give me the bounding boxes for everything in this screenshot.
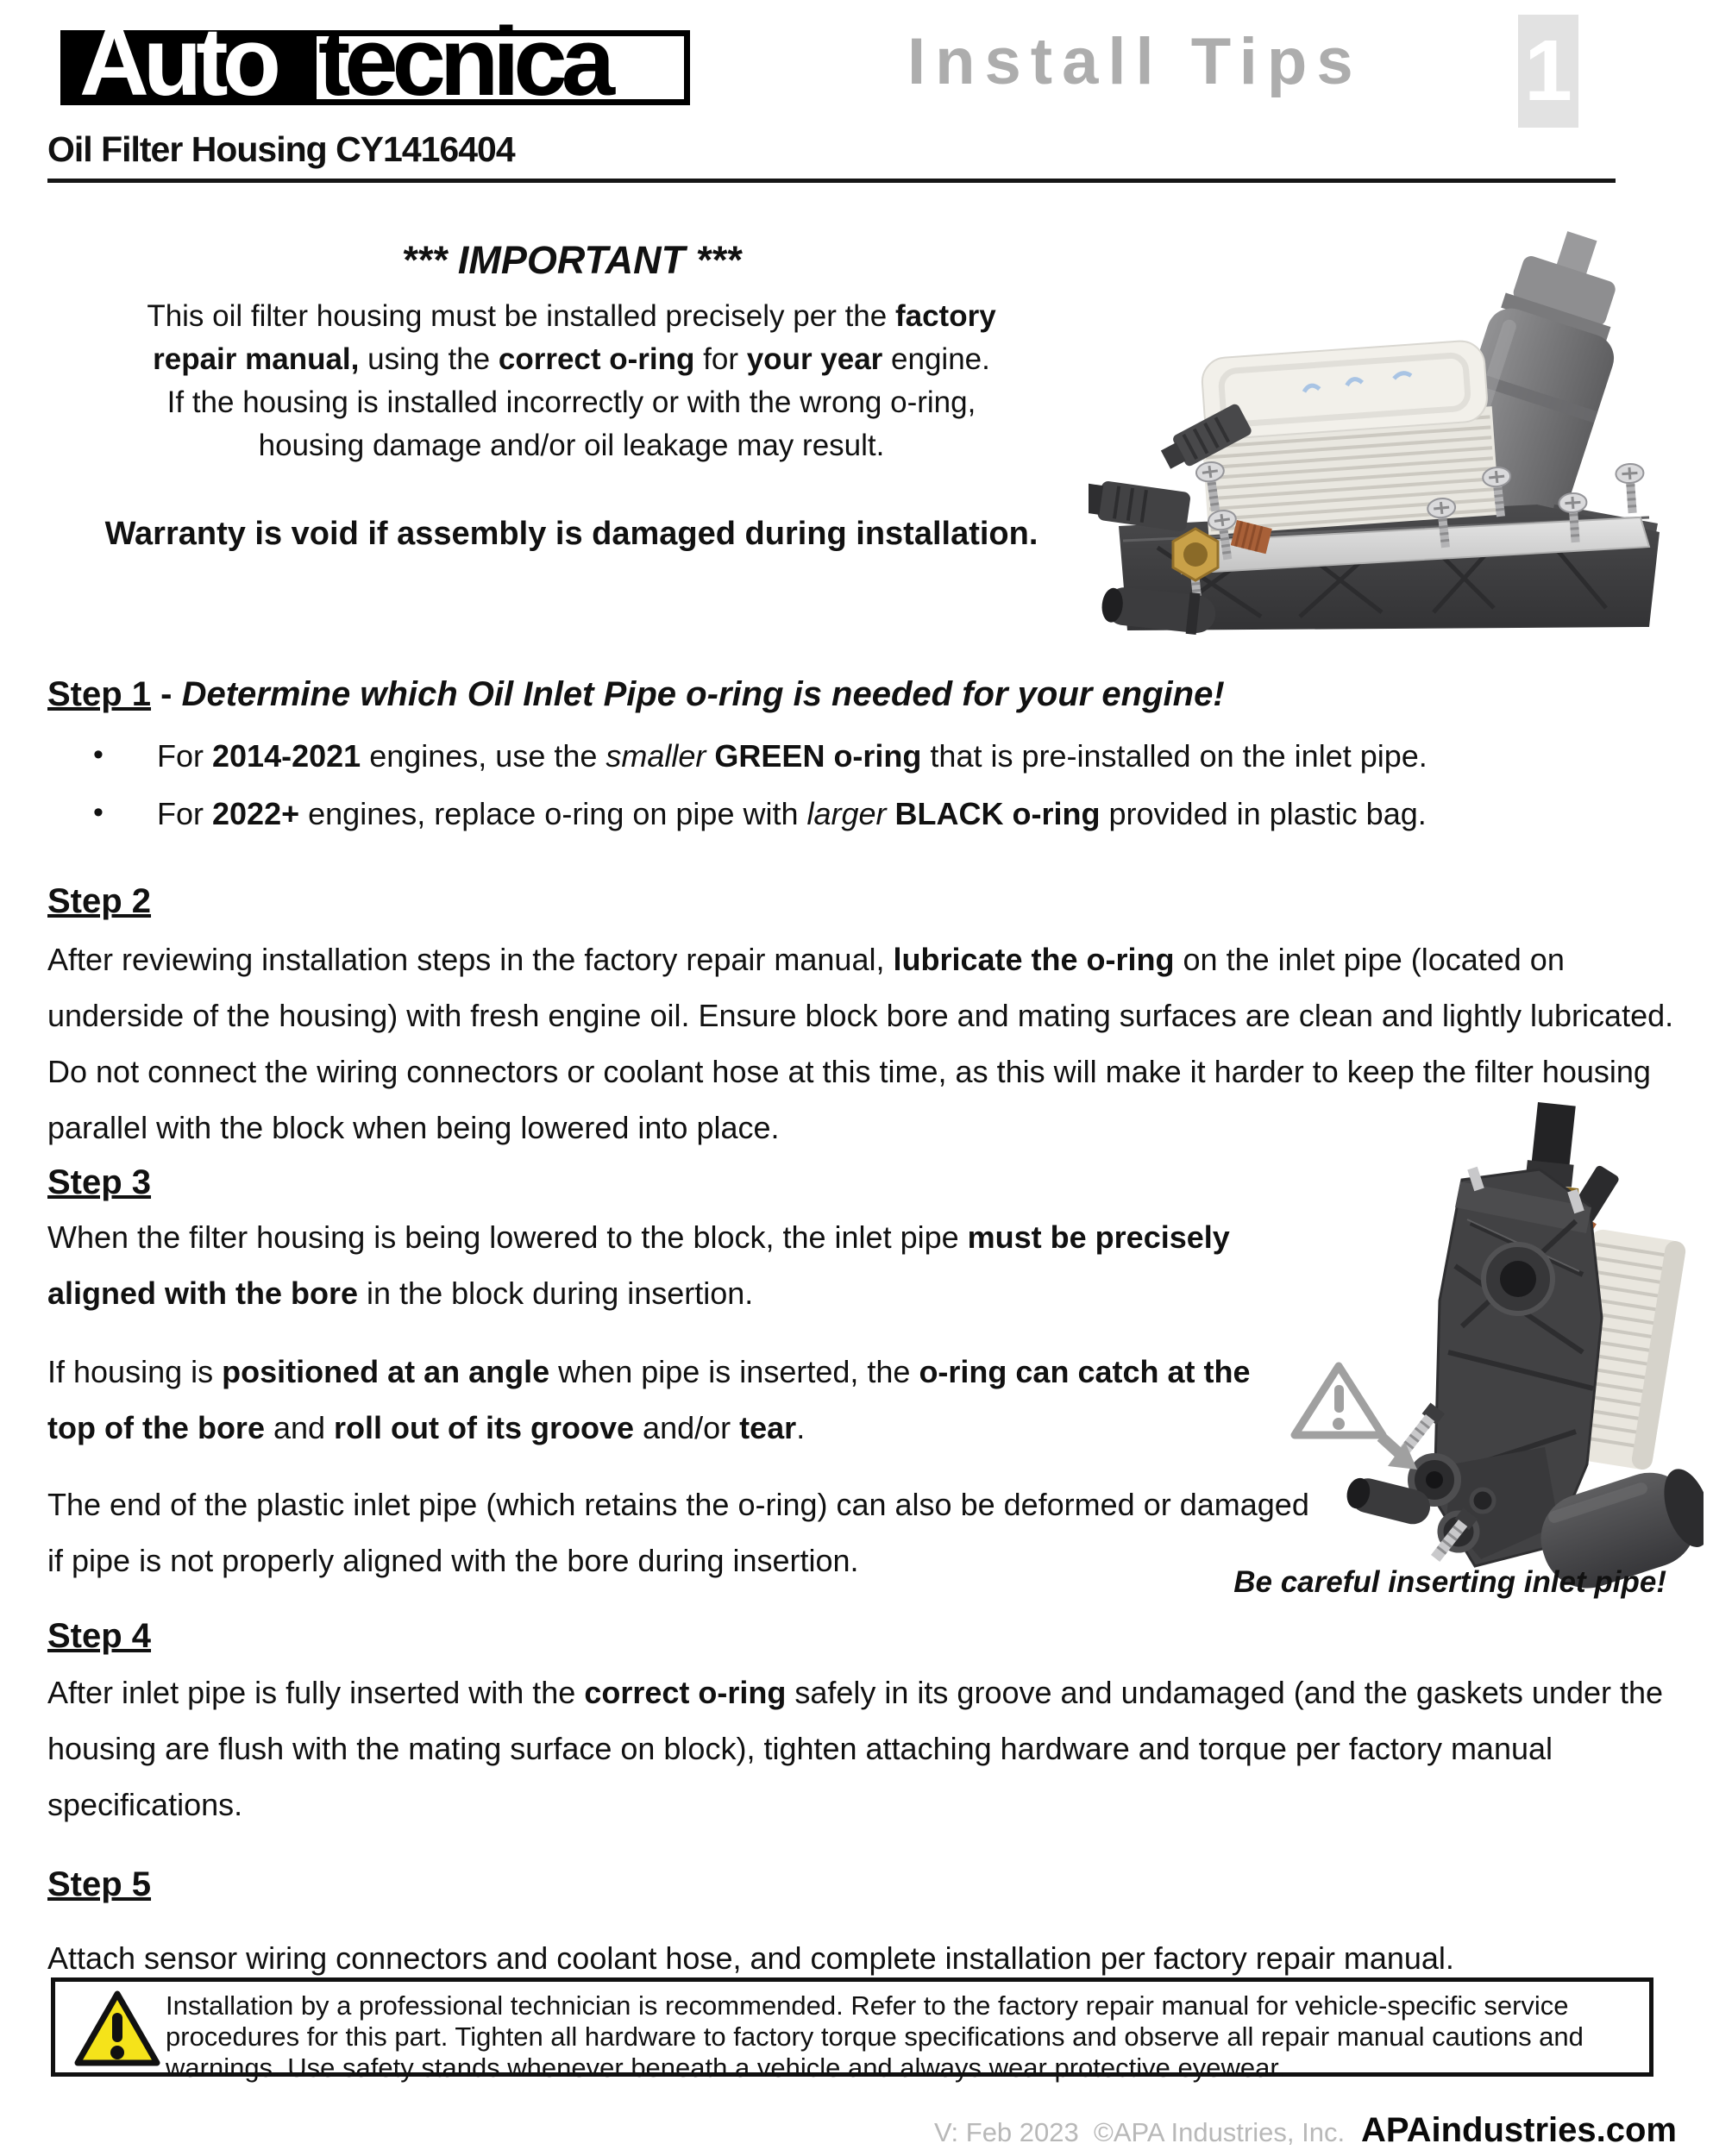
step1-title: Determine which Oil Inlet Pipe o-ring is needed for your engine!	[181, 675, 1225, 713]
step3-heading	[47, 1163, 151, 1202]
header-divider	[47, 179, 1616, 183]
step2-body: After reviewing installation steps in the factory repair manual, lubricate the o-ring on the inlet pipe (located on underside of the housing) with fresh engine oil. Ensure block bore and mating surfaces are clean and lightly lubricated. Do not connect the wiring connectors or coolant hose at this time, as this will make it harder to keep the filter housing parallel with the block when being lowered into place.	[47, 942, 1674, 1145]
page-number-badge	[1518, 15, 1578, 128]
install-tips-title: Install Tips	[907, 25, 1363, 98]
step1-bullet-2	[93, 796, 1615, 832]
step5-heading	[47, 1865, 151, 1904]
bullet-text: For 2014-2021 engines, use the smaller GREEN o-ring that is pre-installed on the inlet pipe.	[157, 738, 1428, 774]
step3-paragraph-1: When the filter housing is being lowered to the block, the inlet pipe must be precisely aligned with the bore in the block during insertion.	[47, 1219, 1230, 1311]
step4-label: Step 4	[47, 1617, 152, 1655]
logo-tecnica-block	[317, 8, 690, 116]
step1-heading: Step 1 - Determine which Oil Inlet Pipe o-ring is needed for your engine!	[47, 675, 1225, 713]
insert-pipe-caption: Be careful inserting inlet pipe!	[1233, 1565, 1666, 1599]
oil-filter-housing-photo	[1089, 220, 1692, 642]
housing-underside-photo	[1255, 1094, 1704, 1594]
important-paragraph: This oil filter housing must be installed precisely per the factory repair manual, using the correct o-ring for your year engine. If the housing is installed incorrectly or with the wrong o-ring, housing damage and/or oil leakage may result.	[147, 299, 996, 462]
wiring-connector-2	[1089, 479, 1191, 532]
footer-copyright: ©APA Industries, Inc.	[1094, 2117, 1346, 2147]
warning-triangle-icon	[74, 1990, 160, 2066]
logo-tecnica-text: tecnica	[318, 8, 609, 116]
caution-triangle-outline-icon	[1295, 1366, 1383, 1435]
logo-auto-text: Auto	[79, 8, 276, 116]
step3-paragraph-2: If housing is positioned at an angle when pipe is inserted, the o-ring can catch at the top of the bore and roll out of its groove and/or tear.	[47, 1354, 1251, 1445]
safety-warning-text: Installation by a professional technician is recommended. Refer to the factory repair manual for vehicle-specific service procedures for this part. Tighten all hardware to factory torque specifications and observe all repair manual cautions and warnings. Use safety stands whenever beneath a vehicle and always wear protective eyewear.	[166, 1990, 1584, 2083]
footer-website: APAindustries.com	[1361, 2111, 1677, 2149]
step1-bullet-1	[93, 738, 1615, 774]
bullet-text: For 2022+ engines, replace o-ring on pipe with larger BLACK o-ring provided in plastic bag.	[157, 796, 1427, 831]
safety-warning-box	[51, 1977, 1653, 2083]
warranty-statement: Warranty is void if assembly is damaged during installation.	[104, 516, 1038, 552]
bullet-icon: •	[93, 738, 104, 771]
document-subtitle: Oil Filter Housing CY1416404	[47, 129, 515, 169]
step3-label: Step 3	[47, 1163, 152, 1201]
step1-label: Step 1	[47, 675, 152, 713]
step2-heading	[47, 881, 151, 921]
logo-auto-block	[60, 8, 317, 116]
step4-body: After inlet pipe is fully inserted with the correct o-ring safely in its groove and undamaged (and the gaskets under the housing are flush with the mating surface on block), tighten attaching hardware and torque per factory manual specifications.	[47, 1675, 1664, 1822]
page-number: 1	[1524, 22, 1572, 119]
step4-heading	[47, 1616, 151, 1656]
autotecnica-logo	[60, 8, 690, 116]
step2-label: Step 2	[47, 882, 152, 920]
footer-version: V: Feb 2023	[934, 2117, 1079, 2147]
step5-body: Attach sensor wiring connectors and coolant hose, and complete installation per factory repair manual.	[47, 1940, 1454, 1976]
important-heading: *** IMPORTANT ***	[401, 238, 742, 282]
step5-label: Step 5	[47, 1865, 152, 1903]
brass-fitting	[1173, 529, 1218, 580]
step3-paragraph-3: The end of the plastic inlet pipe (which retains the o-ring) can also be deformed or damaged if pipe is not properly aligned with the bore during insertion.	[47, 1487, 1309, 1578]
bullet-icon: •	[93, 796, 104, 829]
